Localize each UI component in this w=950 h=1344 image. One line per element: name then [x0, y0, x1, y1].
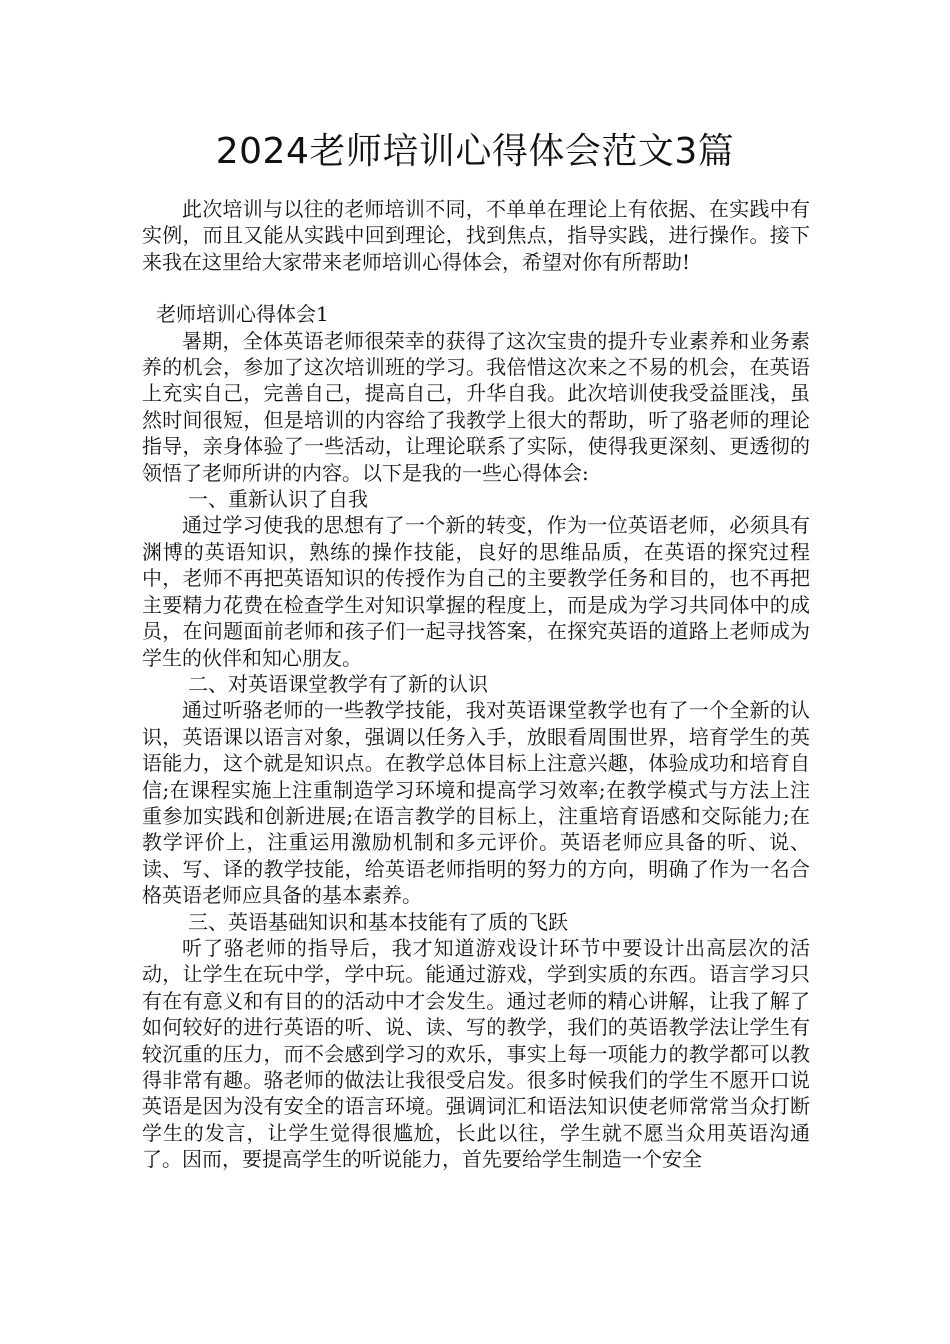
section-heading: 老师培训心得体会1 — [156, 302, 329, 327]
intro-paragraph: 此次培训与以往的老师培训不同，不单单在理论上有依据、在实践中有实例，而且又能从实践中回到理论，找到焦点，指导实践，进行操作。接下来我在这里给大家带来老师培训心得体会，希望对你有所帮助! — [142, 197, 810, 274]
opening-paragraph: 暑期，全体英语老师很荣幸的获得了这次宝贵的提升专业素养和业务素养的机会，参加了这次培训班的学习。我倍惜这次来之不易的机会，在英语上充实自己，完善自己，提高自己，升华自我。此次培训使我受益匪浅，虽然时间很短，但是培训的内容给了我教学上很大的帮助，听了骆老师的理论指导，亲身体验了一些活动，让理论联系了实际，使得我更深刻、更透彻的领悟了老师所讲的内容。以下是我的一些心得体会: — [142, 328, 810, 485]
point3-heading: 三、英语基础知识和基本技能有了质的飞跃 — [188, 909, 568, 934]
document-title: 2024老师培训心得体会范文3篇 — [215, 131, 735, 172]
point1-heading: 一、重新认识了自我 — [188, 487, 368, 512]
point2-paragraph: 通过听骆老师的一些教学技能，我对英语课堂教学也有了一个全新的认识，英语课以语言对象，强调以任务入手，放眼看周围世界，培育学生的英语能力，这个就是知识点。在教学总体目标上注意兴趣，体验成功和培育自信;在课程实施上注重制造学习环境和提高学习效率;在教学模式与方法上注重参加实践和创新进展;在语言教学的目标上，注重培育语感和交际能力;在教学评价上，注重运用激励机制和多元评价。英语老师应具备的听、说、读、写、译的教学技能，给英语老师指明的努力的方向，明确了作为一名合格英语老师应具备的基本素养。 — [142, 698, 810, 908]
point1-paragraph: 通过学习使我的思想有了一个新的转变，作为一位英语老师，必须具有渊博的英语知识，熟练的操作技能，良好的思维品质，在英语的探究过程中，老师不再把英语知识的传授作为自己的主要教学任务和目的，也不再把主要精力花费在检查学生对知识掌握的程度上，而是成为学习共同体中的成员，在问题面前老师和孩子们一起寻找答案，在探究英语的道路上老师成为学生的伙伴和知心朋友。 — [142, 513, 810, 670]
document-body — [142, 196, 810, 1173]
point3-paragraph: 听了骆老师的指导后，我才知道游戏设计环节中要设计出高层次的活动，让学生在玩中学，学中玩。能通过游戏，学到实质的东西。语言学习只有在有意义和有目的的活动中才会发生。通过老师的精心讲解，让我了解了如何较好的进行英语的听、说、读、写的教学，我们的英语教学法让学生有较沉重的压力，而不会感到学习的欢乐，事实上每一项能力的教学都可以教得非常有趣。骆老师的做法让我很受启发。很多时候我们的学生不愿开口说英语是因为没有安全的语言环境。强调词汇和语法知识使老师常常当众打断学生的发言，让学生觉得很尴尬，长此以往，学生就不愿当众用英语沟通了。因而，要提高学生的听说能力，首先要给学生制造一个安全 — [142, 935, 810, 1172]
point2-heading: 二、对英语课堂教学有了新的认识 — [188, 671, 488, 696]
